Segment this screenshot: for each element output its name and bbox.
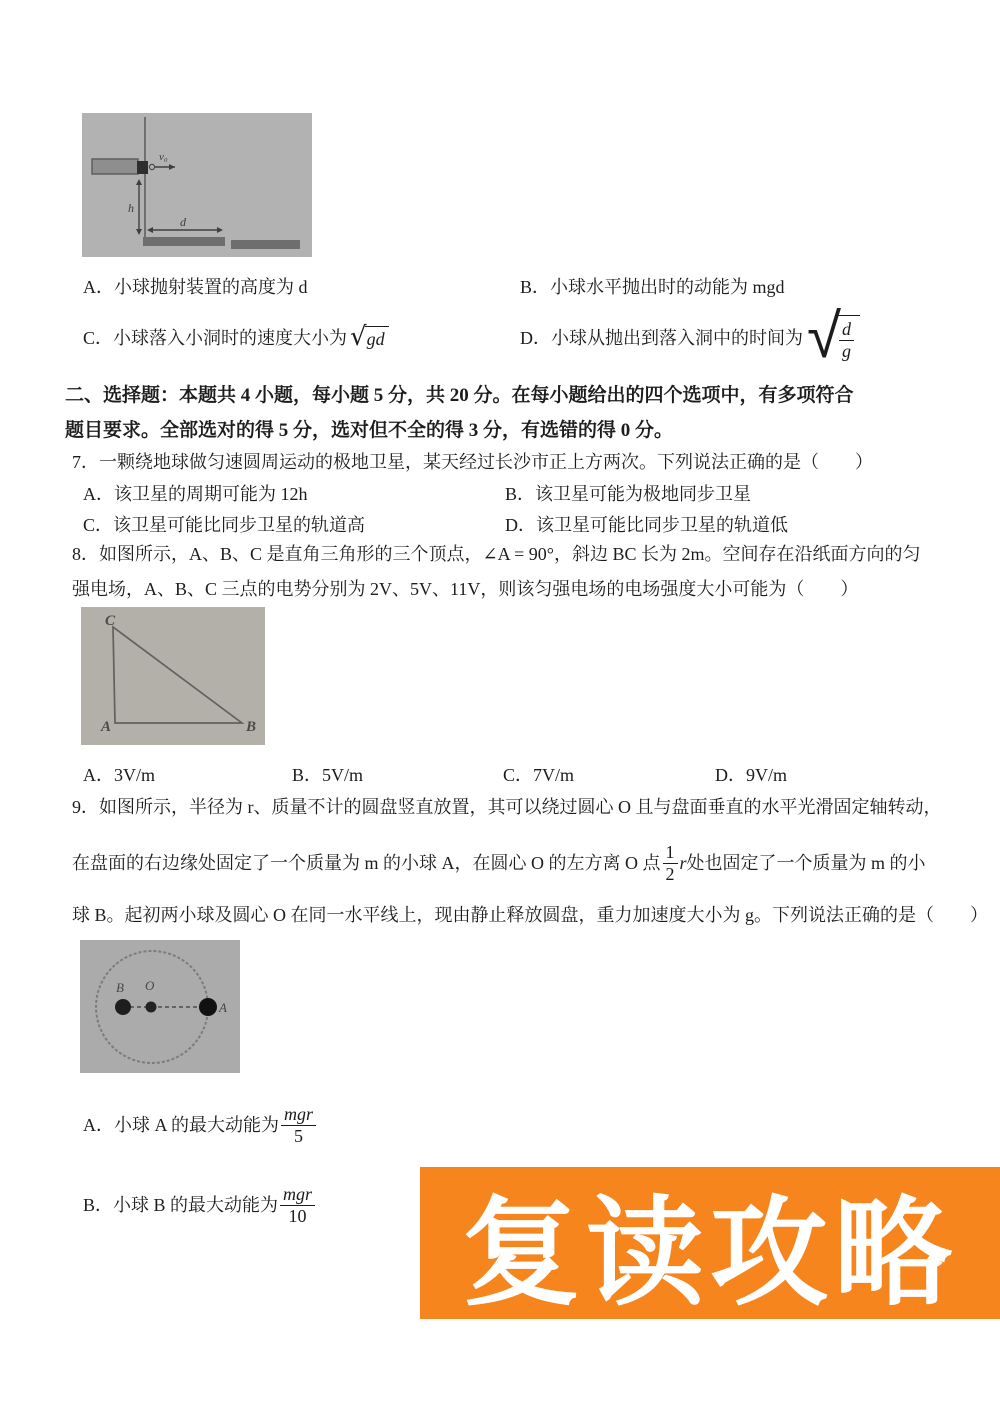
q9-line2-part2: 处也固定了一个质量为 m 的小: [686, 852, 926, 873]
q8-stem-line2: 强电场，A、B、C 三点的电势分别为 2V、5V、11V，则该匀强电场的电场强度大小可能为（ ）: [72, 579, 859, 599]
q6-option-d-text: D．小球从抛出到落入洞中的时间为: [520, 327, 803, 348]
q9-option-b: [83, 1178, 317, 1232]
q8-option-a: A．3V/m: [83, 765, 155, 785]
q7-option-b: B．该卫星可能为极地同步卫星: [505, 484, 752, 504]
q9-option-a-text: A．小球 A 的最大动能为: [83, 1114, 280, 1135]
label-h: h: [128, 201, 134, 215]
sqrt-gd-formula: √ gd: [350, 325, 389, 351]
q9-stem-line3: 球 B。起初两小球及圆心 O 在同一水平线上，现由静止释放圆盘，重力加速度大小为 g。下列说法正确的是（ ）: [72, 905, 988, 925]
label-v0: v₀: [159, 151, 168, 163]
disk-figure-drawing: [80, 940, 240, 1073]
sqrt-d-over-g-formula: √ $\frac{d}{g}$: [807, 307, 860, 369]
mgr-over-5-fraction: $\frac{\text{mgr}}{5}$: [281, 1104, 316, 1145]
axis-O: [146, 1002, 157, 1013]
q7-option-d: D．该卫星可能比同步卫星的轨道低: [505, 515, 788, 535]
disk-figure: [80, 940, 240, 1073]
watermark-banner-text: 复读攻略: [461, 1188, 958, 1320]
q6-option-b: B．小球水平抛出时的动能为 mgd: [520, 277, 785, 297]
section2-header-line1: 二、选择题：本题共 4 小题，每小题 5 分，共 20 分。在每小题给出的四个选项中，有多项符合: [65, 385, 854, 406]
q9-option-b-text: B．小球 B 的最大动能为: [83, 1194, 279, 1215]
q6-option-a: A．小球抛射装置的高度为 d: [83, 277, 308, 297]
q6-option-c-text: C．小球落入小洞时的速度大小为: [83, 327, 348, 348]
q8-option-d: D．9V/m: [715, 765, 787, 785]
watermark-banner: [420, 1167, 1000, 1319]
q9-line2-r: r: [679, 852, 687, 873]
q7-stem: 7．一颗绕地球做匀速圆周运动的极地卫星，某天经过长沙市正上方两次。下列说法正确的是（ ）: [72, 452, 873, 472]
triangle-figure: [81, 607, 265, 745]
q6-option-d: [520, 299, 860, 372]
ball-B: [115, 999, 131, 1015]
q8-option-b: B．5V/m: [292, 765, 364, 785]
section2-header-line2: 题目要求。全部选对的得 5 分，选对但不全的得 3 分，有选错的得 0 分。: [65, 420, 674, 441]
mgr-over-10-fraction: $\frac{\text{mgr}}{10}$: [280, 1184, 315, 1225]
projectile-figure: [82, 113, 312, 257]
q9-stem-line1: 9．如图所示，半径为 r、质量不计的圆盘竖直放置，其可以绕过圆心 O 且与盘面垂直的水平光滑固定轴转动，: [72, 797, 942, 817]
q7-option-a: A．该卫星的周期可能为 12h: [83, 484, 308, 504]
label-B: B: [246, 719, 257, 735]
label-A: A: [219, 1000, 227, 1015]
q6-option-c: [83, 305, 389, 371]
label-O: O: [145, 978, 155, 993]
q9-line2-part1: 在盘面的右边缘处固定了一个质量为 m 的小球 A，在圆心 O 的左方离 O 点: [72, 852, 661, 873]
label-C: C: [105, 613, 116, 629]
projectile-figure-drawing: [82, 113, 312, 257]
label-d: d: [180, 215, 186, 229]
q8-option-c: C．7V/m: [503, 765, 575, 785]
ball-A: [199, 998, 217, 1016]
one-half-fraction: $\frac{1}{2}$: [663, 842, 678, 883]
q8-stem-line1: 8．如图所示，A、B、C 是直角三角形的三个顶点，∠A = 90°，斜边 BC 长为 2m。空间存在沿纸面方向的匀: [72, 544, 921, 564]
q7-option-c: C．该卫星可能比同步卫星的轨道高: [83, 515, 366, 535]
triangle-figure-drawing: [81, 607, 265, 745]
label-A: A: [101, 719, 112, 735]
q9-stem-line2: [72, 836, 926, 890]
q9-option-a: [83, 1098, 318, 1152]
label-B: B: [116, 980, 124, 995]
